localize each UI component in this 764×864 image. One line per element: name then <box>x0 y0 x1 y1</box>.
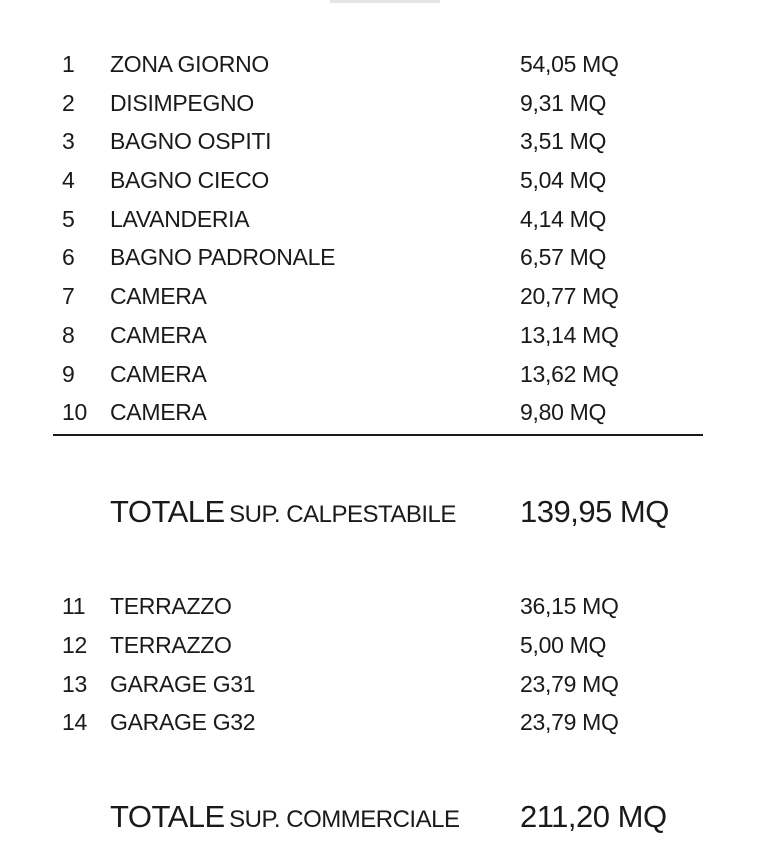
room-number: 8 <box>62 322 75 348</box>
room-row-10 <box>0 396 764 428</box>
room-number: 14 <box>62 709 87 735</box>
room-number: 7 <box>62 283 75 309</box>
room-name: TERRAZZO <box>110 593 232 619</box>
total-commercial-value: 211,20 MQ <box>520 799 667 834</box>
room-area: 5,00 MQ <box>520 632 607 658</box>
room-row-8 <box>0 319 764 351</box>
room-name: TERRAZZO <box>110 632 232 658</box>
extra-row-11 <box>0 590 764 622</box>
room-name: CAMERA <box>110 283 207 309</box>
room-number: 12 <box>62 632 87 658</box>
extra-row-13 <box>0 668 764 700</box>
room-row-5 <box>0 203 764 235</box>
room-number: 1 <box>62 51 75 77</box>
room-name: BAGNO CIECO <box>110 167 270 193</box>
room-number: 3 <box>62 128 75 154</box>
room-name: GARAGE G32 <box>110 709 256 735</box>
room-area: 20,77 MQ <box>520 283 619 309</box>
total-commercial-label <box>110 797 459 843</box>
room-number: 9 <box>62 361 75 387</box>
room-name: CAMERA <box>110 361 207 387</box>
extra-row-14 <box>0 706 764 738</box>
room-area: 9,80 MQ <box>520 399 607 425</box>
room-name: BAGNO OSPITI <box>110 128 272 154</box>
room-number: 2 <box>62 90 75 116</box>
room-area: 13,14 MQ <box>520 322 619 348</box>
total-walkable-row <box>0 492 764 532</box>
room-area: 13,62 MQ <box>520 361 619 387</box>
room-area: 9,31 MQ <box>520 90 607 116</box>
total-descriptor: SUP. COMMERCIALE <box>229 806 460 833</box>
room-name: BAGNO PADRONALE <box>110 244 336 270</box>
total-word: TOTALE <box>110 494 225 529</box>
total-walkable-label <box>110 492 456 538</box>
room-number: 11 <box>62 593 86 619</box>
room-row-3 <box>0 125 764 157</box>
cropped-heading-edge <box>330 0 440 3</box>
room-row-2 <box>0 87 764 119</box>
room-row-1 <box>0 48 764 80</box>
room-name: DISIMPEGNO <box>110 90 254 116</box>
room-row-9 <box>0 358 764 390</box>
room-row-7 <box>0 280 764 312</box>
room-area: 54,05 MQ <box>520 51 619 77</box>
room-row-6 <box>0 241 764 273</box>
room-number: 6 <box>62 244 75 270</box>
room-area: 5,04 MQ <box>520 167 607 193</box>
total-walkable-value: 139,95 MQ <box>520 494 669 529</box>
room-row-4 <box>0 164 764 196</box>
extra-row-12 <box>0 629 764 661</box>
room-area: 23,79 MQ <box>520 671 619 697</box>
room-number: 4 <box>62 167 75 193</box>
room-number: 5 <box>62 206 75 232</box>
room-area: 6,57 MQ <box>520 244 607 270</box>
room-name: LAVANDERIA <box>110 206 250 232</box>
room-name: CAMERA <box>110 322 207 348</box>
room-area: 23,79 MQ <box>520 709 619 735</box>
total-commercial-row <box>0 797 764 837</box>
table-divider <box>53 434 703 436</box>
room-number: 13 <box>62 671 87 697</box>
total-word: TOTALE <box>110 799 225 834</box>
room-name: ZONA GIORNO <box>110 51 269 77</box>
room-area: 4,14 MQ <box>520 206 607 232</box>
room-number: 10 <box>62 399 87 425</box>
room-area: 36,15 MQ <box>520 593 619 619</box>
total-descriptor: SUP. CALPESTABILE <box>229 501 456 528</box>
room-name: CAMERA <box>110 399 207 425</box>
room-area: 3,51 MQ <box>520 128 607 154</box>
room-name: GARAGE G31 <box>110 671 256 697</box>
